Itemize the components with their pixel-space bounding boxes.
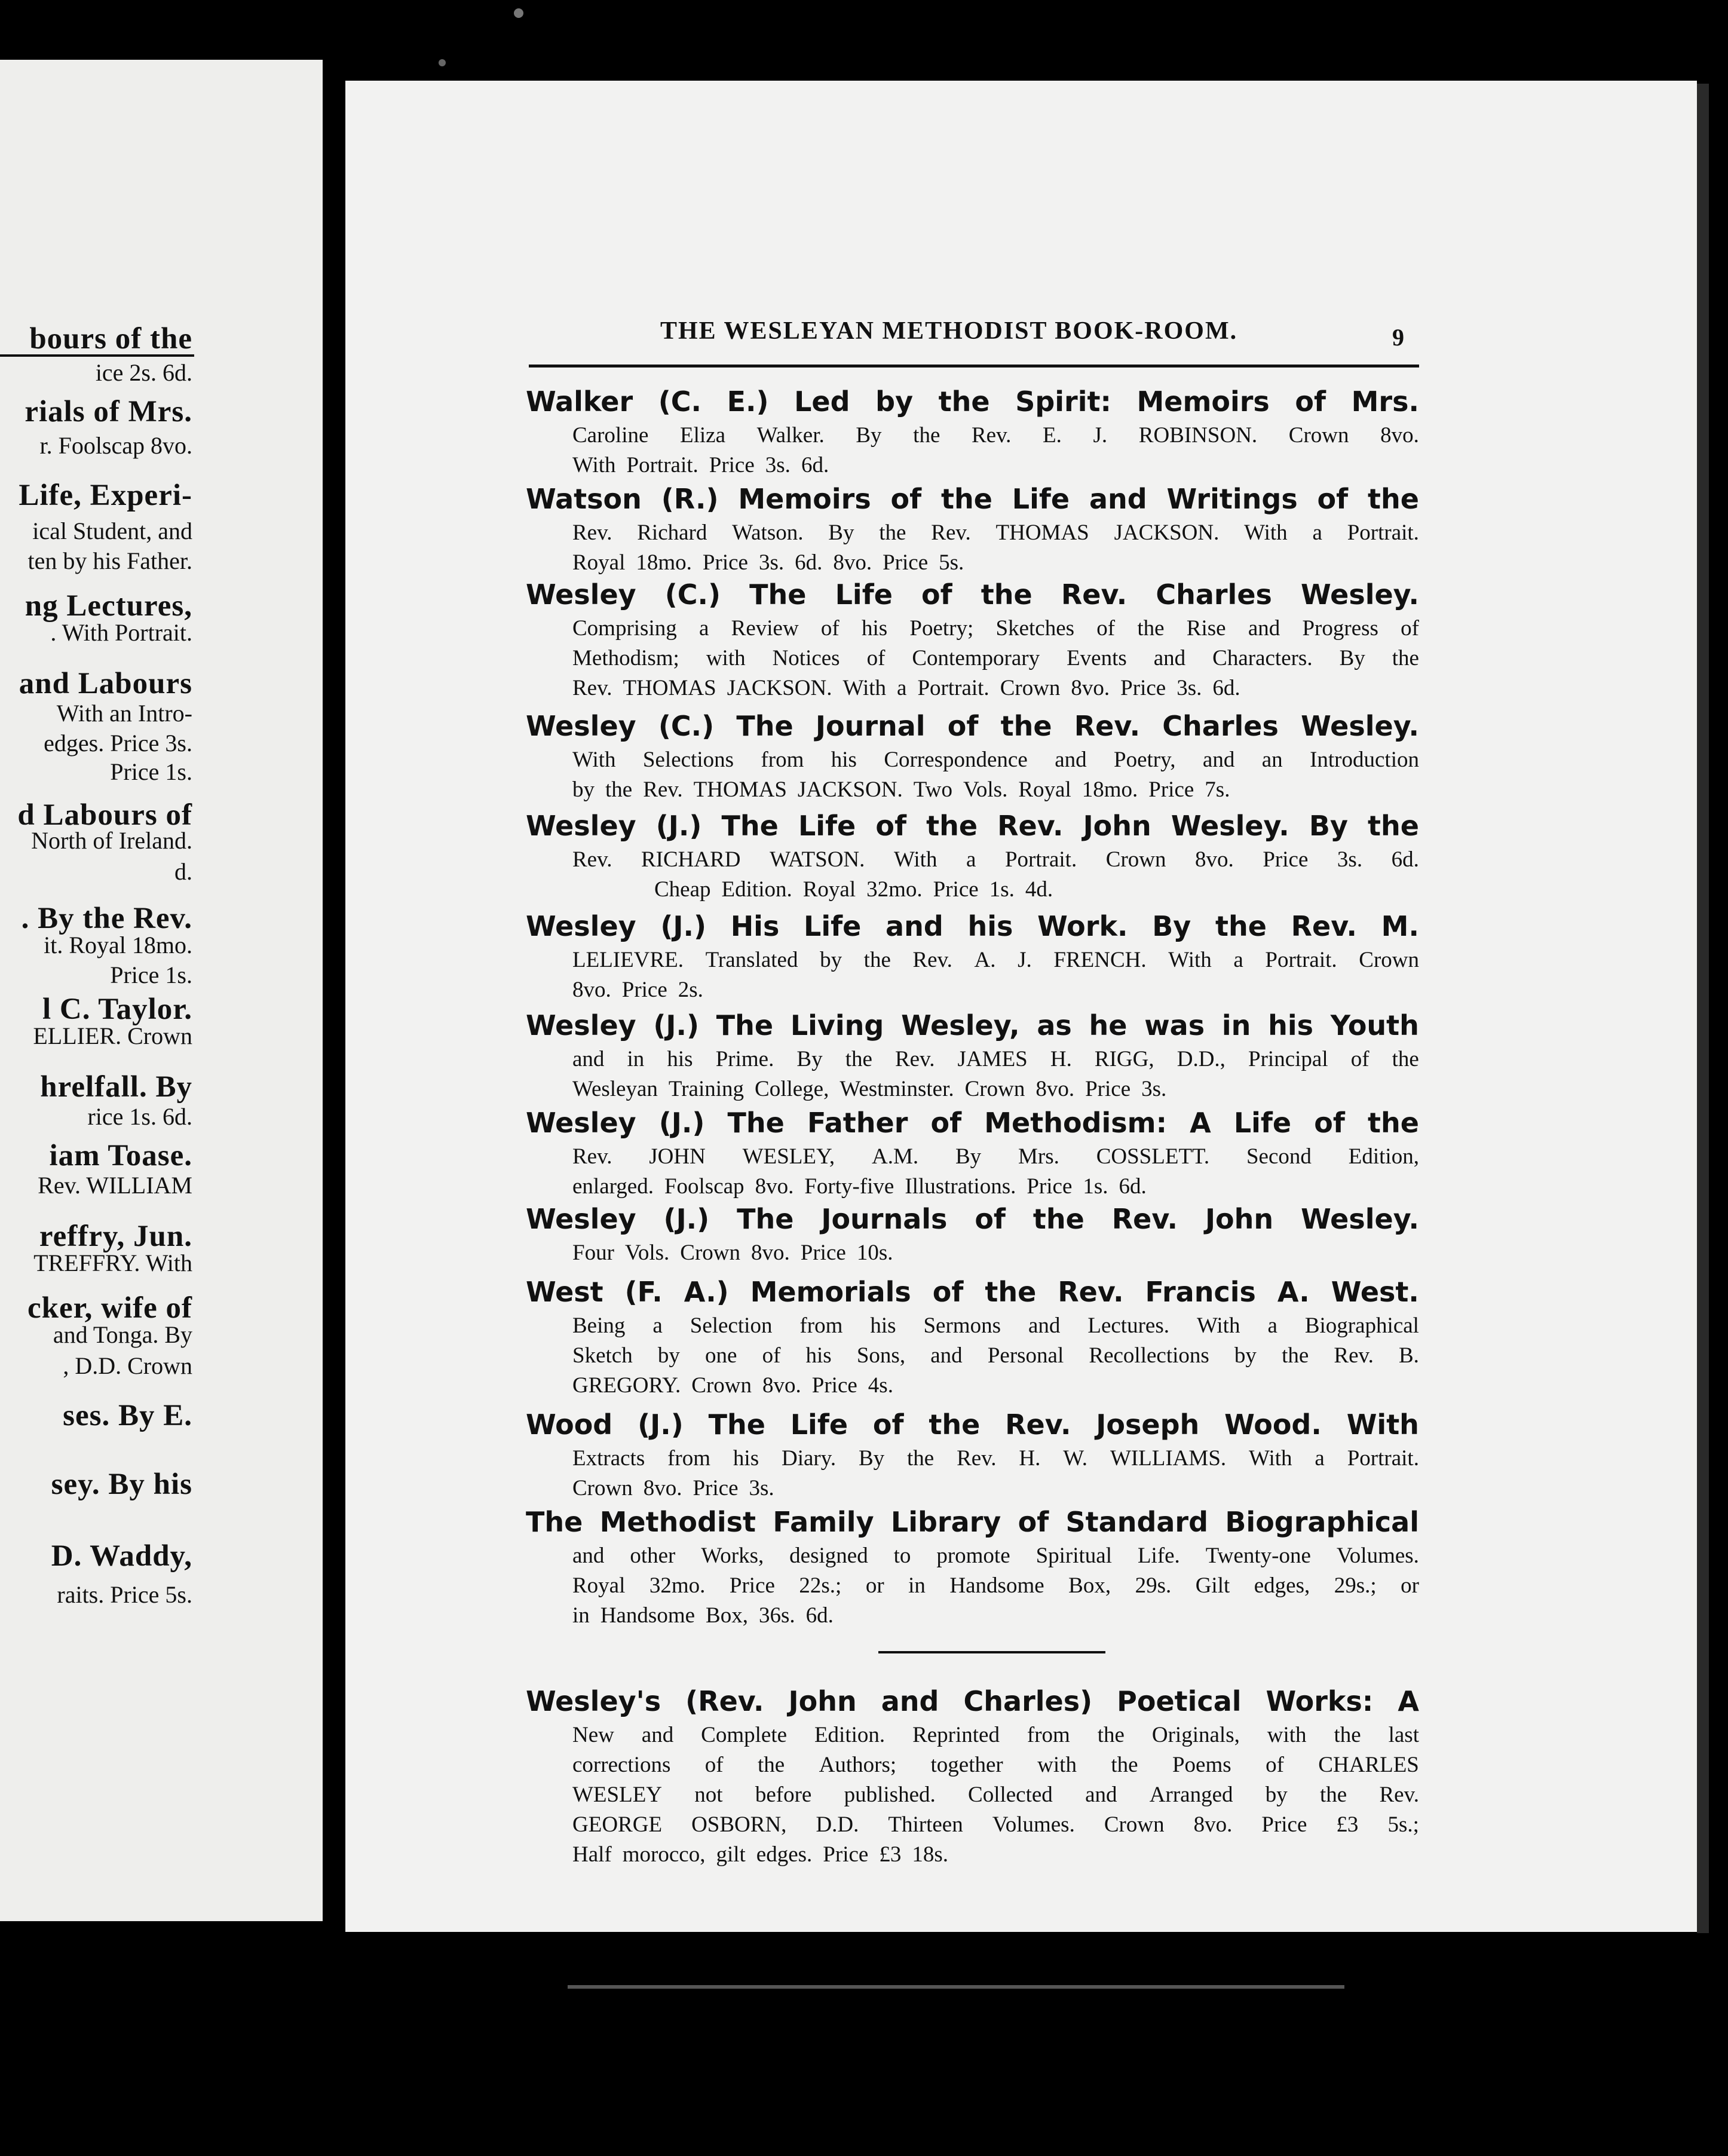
catalogue-entry	[526, 1503, 1419, 1631]
facing-page-line: North of Ireland.	[31, 827, 192, 854]
entry-description-line: and in his Prime. By the Rev. JAMES H. RIGG, D.D., Principal of the	[572, 1047, 1419, 1071]
entry-description-line: Being a Selection from his Sermons and Lectures. With a Biographical	[572, 1313, 1419, 1338]
entry-description-line: Royal 18mo. Price 3s. 6d. 8vo. Price 5s.	[572, 550, 964, 575]
catalogue-entry	[526, 1682, 1419, 1870]
facing-page-line: d Labours of	[17, 798, 192, 832]
facing-page-line: and Labours	[19, 667, 192, 700]
entry-description-line: and other Works, designed to promote Spiritual Life. Twenty-one Volumes.	[572, 1544, 1419, 1568]
facing-page-line: Life, Experi-	[19, 479, 192, 512]
entry-description-line: Caroline Eliza Walker. By the Rev. E. J. ROBINSON. Crown 8vo.	[572, 423, 1419, 448]
entry-heading: Wesley (J.) The Life of the Rev. John Wesley. By the	[526, 810, 1419, 842]
header-rule	[529, 365, 1419, 368]
facing-page-line: TREFFRY. With	[33, 1250, 192, 1276]
entry-description-line: Royal 32mo. Price 22s.; or in Handsome Box, 29s. Gilt edges, 29s.; or	[572, 1573, 1419, 1598]
catalogue-entry	[526, 807, 1419, 905]
entry-heading: Walker (C. E.) Led by the Spirit: Memoirs of Mrs.	[526, 385, 1419, 418]
facing-page-line: bours of the	[29, 322, 192, 356]
catalogue-entry	[526, 1200, 1419, 1268]
facing-page-line: cker, wife of	[27, 1291, 192, 1325]
entry-description-line: New and Complete Edition. Reprinted from the Originals, with the last	[572, 1723, 1419, 1747]
entry-description-line: WESLEY not before published. Collected and Arranged by the Rev.	[572, 1783, 1419, 1807]
entry-description-line: Rev. JOHN WESLEY, A.M. By Mrs. COSSLETT. Second Edition,	[572, 1144, 1419, 1169]
entry-heading: Wesley (J.) His Life and his Work. By the Rev. M.	[526, 910, 1419, 942]
entry-description-line: Rev. RICHARD WATSON. With a Portrait. Crown 8vo. Price 3s. 6d.	[572, 847, 1419, 872]
entry-description-line: Methodism; with Notices of Contemporary Events and Characters. By the	[572, 646, 1419, 670]
entry-description-line: With Selections from his Correspondence and Poetry, and an Introduction	[572, 748, 1419, 772]
entry-heading: Wesley (C.) The Life of the Rev. Charles Wesley.	[526, 578, 1419, 611]
page-number: 9	[1392, 324, 1404, 351]
entry-heading: Wood (J.) The Life of the Rev. Joseph Wood. With	[526, 1408, 1419, 1441]
entry-description-line: 8vo. Price 2s.	[572, 978, 703, 1002]
facing-page-line: Price 1s.	[110, 961, 192, 988]
facing-page-line: . By the Rev.	[21, 902, 192, 935]
catalogue-entry	[526, 707, 1419, 805]
facing-page-line: rials of Mrs.	[24, 395, 192, 428]
section-rule	[878, 1651, 1105, 1653]
facing-page-line: Price 1s.	[110, 758, 192, 785]
facing-page-line: and Tonga. By	[53, 1321, 192, 1348]
facing-page-line: it. Royal 18mo.	[44, 932, 192, 958]
entry-heading: West (F. A.) Memorials of the Rev. Francis A. West.	[526, 1276, 1419, 1308]
catalogue-entry	[526, 1405, 1419, 1503]
facing-page-line: sey. By his	[51, 1468, 192, 1501]
facing-page-line: , D.D. Crown	[63, 1352, 192, 1379]
entry-heading: Wesley (J.) The Journals of the Rev. John Wesley.	[526, 1203, 1419, 1235]
entry-heading: Wesley (C.) The Journal of the Rev. Charles Wesley.	[526, 710, 1419, 742]
entry-description-line: GREGORY. Crown 8vo. Price 4s.	[572, 1373, 893, 1398]
facing-page-line: hrelfall. By	[40, 1070, 192, 1104]
catalogue-entry	[526, 907, 1419, 1005]
facing-page-line: raits. Price 5s.	[57, 1581, 192, 1608]
entry-edition-line: Cheap Edition. Royal 32mo. Price 1s. 4d.	[654, 877, 1053, 902]
facing-page-line: . With Portrait.	[50, 619, 192, 646]
entry-description-line: Extracts from his Diary. By the Rev. H. W. WILLIAMS. With a Portrait.	[572, 1446, 1419, 1471]
facing-page-line: reffry, Jun.	[39, 1220, 192, 1253]
catalogue-entry	[526, 1273, 1419, 1401]
facing-page-line: ng Lectures,	[24, 589, 192, 623]
entry-heading: The Methodist Family Library of Standard Biographical	[526, 1506, 1419, 1538]
facing-page-line: iam Toase.	[49, 1139, 192, 1172]
running-head: THE WESLEYAN METHODIST BOOK-ROOM.	[660, 317, 1238, 345]
entry-description-line: Four Vols. Crown 8vo. Price 10s.	[572, 1241, 893, 1265]
facing-page-line: d.	[174, 858, 192, 885]
entry-description-line: LELIEVRE. Translated by the Rev. A. J. FRENCH. With a Portrait. Crown	[572, 948, 1419, 972]
facing-page-fragment	[0, 60, 323, 1921]
facing-page-line: ELLIER. Crown	[33, 1022, 192, 1049]
entry-heading: Wesley (J.) The Father of Methodism: A Life of the	[526, 1107, 1419, 1139]
entry-description-line: in Handsome Box, 36s. 6d.	[572, 1603, 834, 1628]
entry-heading: Watson (R.) Memoirs of the Life and Writings of the	[526, 483, 1419, 515]
entry-description-line: corrections of the Authors; together with the Poems of CHARLES	[572, 1753, 1419, 1777]
entry-description-line: by the Rev. THOMAS JACKSON. Two Vols. Royal 18mo. Price 7s.	[572, 777, 1230, 802]
facing-page-line: rice 1s. 6d.	[87, 1103, 192, 1130]
catalogue-entry	[526, 1006, 1419, 1104]
facing-page-line: ses. By E.	[63, 1399, 192, 1432]
facing-page-line: ten by his Father.	[27, 547, 192, 574]
entry-heading: Wesley (J.) The Living Wesley, as he was in his Youth	[526, 1009, 1419, 1042]
entry-description-line: Rev. Richard Watson. By the Rev. THOMAS JACKSON. With a Portrait.	[572, 520, 1419, 545]
entry-description-line: Comprising a Review of his Poetry; Sketches of the Rise and Progress of	[572, 616, 1419, 641]
facing-page-line: l C. Taylor.	[42, 993, 192, 1026]
entry-description-line: Half morocco, gilt edges. Price £3 18s.	[572, 1842, 948, 1867]
entry-description-line: Crown 8vo. Price 3s.	[572, 1476, 774, 1500]
catalogue-entry	[526, 382, 1419, 480]
entry-heading: Wesley's (Rev. John and Charles) Poetical Works: A	[526, 1685, 1419, 1717]
entry-description-line: Rev. THOMAS JACKSON. With a Portrait. Crown 8vo. Price 3s. 6d.	[572, 676, 1240, 700]
facing-page-line: With an Intro-	[56, 700, 192, 727]
facing-page-line: D. Waddy,	[51, 1539, 192, 1573]
facing-page-line: r. Foolscap 8vo.	[39, 432, 192, 459]
facing-page-line: edges. Price 3s.	[44, 730, 192, 757]
entry-description-line: enlarged. Foolscap 8vo. Forty-five Illustrations. Price 1s. 6d.	[572, 1174, 1147, 1199]
catalogue-entry	[526, 1104, 1419, 1202]
entry-description-line: GEORGE OSBORN, D.D. Thirteen Volumes. Crown 8vo. Price £3 5s.;	[572, 1812, 1419, 1837]
catalogue-entry	[526, 575, 1419, 703]
entry-description-line: Wesleyan Training College, Westminster. Crown 8vo. Price 3s.	[572, 1077, 1167, 1101]
entry-description-line: Sketch by one of his Sons, and Personal Recollections by the Rev. B.	[572, 1343, 1419, 1368]
facing-page-line: ice 2s. 6d.	[95, 359, 192, 386]
facing-page-line: ical Student, and	[32, 517, 192, 544]
entry-description-line: With Portrait. Price 3s. 6d.	[572, 453, 829, 477]
facing-page-line: Rev. WILLIAM	[38, 1172, 192, 1199]
catalogue-entry	[526, 480, 1419, 578]
